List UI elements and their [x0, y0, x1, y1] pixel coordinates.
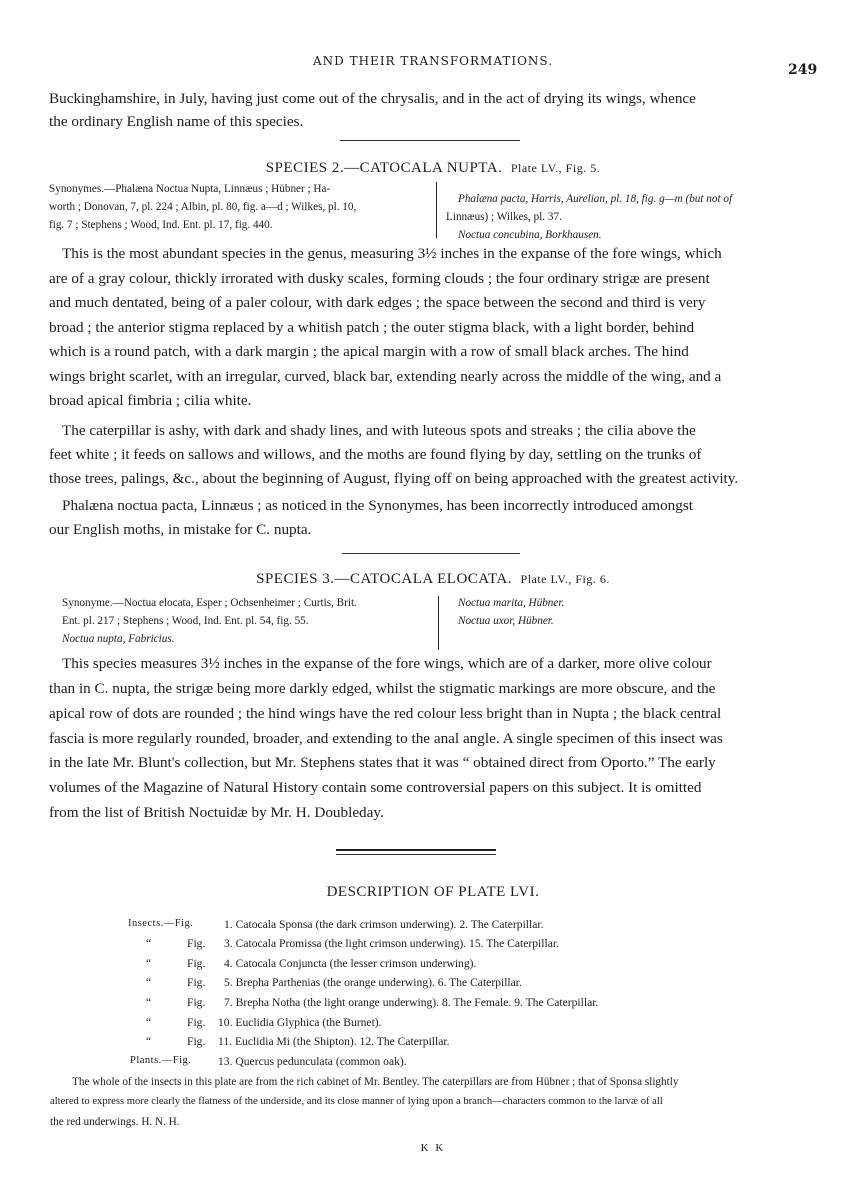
synonym-line: Noctua concubina, Borkhausen. [458, 229, 602, 241]
text-line: those trees, palings, &c., about the beginning of August, flying off on being approached with the greatest activity. [49, 470, 739, 487]
species-title: SPECIES 3.—CATOCALA ELOCATA. [256, 571, 513, 587]
fig-label: Fig. [187, 1035, 206, 1048]
synonym-line: Ent. pl. 217 ; Stephens ; Wood, Ind. Ent. pl. 54, fig. 55. [62, 615, 309, 627]
text-line: This is the most abundant species in the genus, measuring 3½ inches in the expanse of the fore wings, which [62, 245, 722, 262]
species-title: SPECIES 2.—CATOCALA NUPTA. [265, 160, 503, 176]
text-line: than in C. nupta, the strigæ being more darkly edged, whilst the stigmatic markings are more obscure, and the [49, 680, 716, 697]
text-line: This species measures 3½ inches in the expanse of the fore wings, which are of a darker, more olive colour [62, 655, 712, 672]
section-divider [342, 553, 520, 554]
double-rule-bottom [336, 854, 496, 855]
text-line: fascia is more regularly rounded, broader, and extending to the anal angle. A single specimen of this insect was [49, 730, 723, 747]
text-line: volumes of the Magazine of Natural History contain some controversial papers on this subject. It is omitted [49, 779, 702, 796]
synonym-line: Synonymes.—Phalæna Noctua Nupta, Linnæus ; Hübner ; Ha- [49, 183, 331, 195]
section-divider [340, 140, 520, 141]
plate-entry: 3. Catocala Promissa (the light crimson underwing). 15. The Caterpillar. [224, 937, 559, 950]
text-line: broad apical fimbria ; cilia white. [49, 392, 252, 409]
ditto-mark: “ [146, 957, 152, 970]
plate-entry: 5. Brepha Parthenias (the orange underwing). 6. The Caterpillar. [224, 976, 522, 989]
signature-mark: K K [420, 1142, 446, 1154]
plate-reference: Plate LV., Fig. 6. [520, 572, 610, 586]
synonym-line: fig. 7 ; Stephens ; Wood, Ind. Ent. pl. 17, fig. 440. [49, 219, 273, 231]
ditto-mark: “ [146, 976, 152, 989]
text-line: broad ; the anterior stigma replaced by a whitish patch ; the outer stigma black, with a light border, behind [49, 319, 695, 336]
ditto-mark: “ [146, 1016, 152, 1029]
synonym-line: Noctua nupta, Fabricius. [62, 633, 175, 645]
text-line: feet white ; it feeds on sallows and willows, and the moths are found flying by day, settling on the trunks of [49, 446, 702, 463]
text-line: the ordinary English name of this species. [49, 113, 304, 130]
fig-label: Fig. [187, 976, 206, 989]
plate-entry: 4. Catocala Conjuncta (the lesser crimson underwing). [224, 957, 477, 970]
fig-label: Fig. [187, 957, 206, 970]
insects-label: Insects.—Fig. [128, 918, 194, 929]
plate-entry: 1. Catocala Sponsa (the dark crimson underwing). 2. The Caterpillar. [224, 918, 544, 931]
plate-entry: 7. Brepha Notha (the light orange underwing). 8. The Female. 9. The Caterpillar. [224, 996, 599, 1009]
text-line: Phalæna noctua pacta, Linnæus ; as noticed in the Synonymes, has been incorrectly introduced amongst [62, 497, 693, 514]
text-line: from the list of British Noctuidæ by Mr. H. Doubleday. [49, 804, 384, 821]
text-line: wings bright scarlet, with an irregular, curved, black bar, extending nearly across the middle of the wing, and a [49, 368, 722, 385]
ditto-mark: “ [146, 1035, 152, 1048]
text-line: which is a round patch, with a dark margin ; the apical margin with a row of small black arches. The hind [49, 343, 689, 360]
note-line: the red underwings. H. N. H. [50, 1116, 180, 1128]
fig-label: Fig. [187, 1016, 206, 1029]
column-divider [436, 182, 437, 238]
text-line: and much dentated, being of a paler colour, with dark edges ; the space between the second and third is very [49, 294, 706, 311]
plate-entry: 10. Euclidia Glyphica (the Burnet). [218, 1016, 382, 1029]
text-line: The caterpillar is ashy, with dark and shady lines, and with luteous spots and streaks ; the cilia above the [62, 422, 696, 439]
synonym-line: Phalæna pacta, Harris, Aurelian, pl. 18, fig. g—m (but not of [458, 193, 733, 205]
running-head: AND THEIR TRANSFORMATIONS. [312, 54, 554, 68]
synonym-line: Noctua marita, Hübner. [458, 597, 565, 609]
column-divider [438, 596, 439, 650]
text-line: our English moths, in mistake for C. nupta. [49, 521, 312, 538]
text-line: Buckinghamshire, in July, having just come out of the chrysalis, and in the act of drying its wings, whence [49, 90, 696, 107]
ditto-mark: “ [146, 996, 152, 1009]
plate-reference: Plate LV., Fig. 5. [510, 161, 601, 175]
ditto-mark: “ [146, 937, 152, 950]
synonym-line: worth ; Donovan, 7, pl. 224 ; Albin, pl. 80, fig. a—d ; Wilkes, pl. 10, [49, 201, 357, 213]
note-line: altered to express more clearly the flatness of the underside, and its close manner of lying upon a branch—characters common to the larvæ of all [50, 1096, 663, 1107]
plate-entry: 13. Quercus pedunculata (common oak). [218, 1055, 407, 1068]
page-number: 249 [788, 62, 818, 78]
species-heading [0, 571, 866, 588]
plants-label: Plants.—Fig. [130, 1055, 192, 1066]
synonym-line: Noctua uxor, Hübner. [458, 615, 554, 627]
plate-description-heading: DESCRIPTION OF PLATE LVI. [326, 884, 540, 900]
double-rule-top [336, 849, 496, 851]
synonym-line: Synonyme.—Noctua elocata, Esper ; Ochsenheimer ; Curtis, Brit. [62, 597, 357, 609]
fig-label: Fig. [187, 996, 206, 1009]
plate-entry: 11. Euclidia Mi (the Shipton). 12. The Caterpillar. [218, 1035, 450, 1048]
species-heading [0, 160, 866, 177]
fig-label: Fig. [187, 937, 206, 950]
text-line: apical row of dots are rounded ; the hind wings have the red colour less bright than in Nupta ; the black central [49, 705, 722, 722]
text-line: are of a gray colour, thickly irrorated with dusky scales, forming clouds ; the four ordinary strigæ are present [49, 270, 710, 287]
synonym-line: Linnæus) ; Wilkes, pl. 37. [446, 211, 562, 223]
note-line: The whole of the insects in this plate are from the rich cabinet of Mr. Bentley. The caterpillars are from Hübner ; that of Sponsa slightly [72, 1076, 679, 1088]
text-line: in the late Mr. Blunt's collection, but Mr. Stephens states that it was “ obtained direct from Oporto.” The early [49, 754, 716, 771]
